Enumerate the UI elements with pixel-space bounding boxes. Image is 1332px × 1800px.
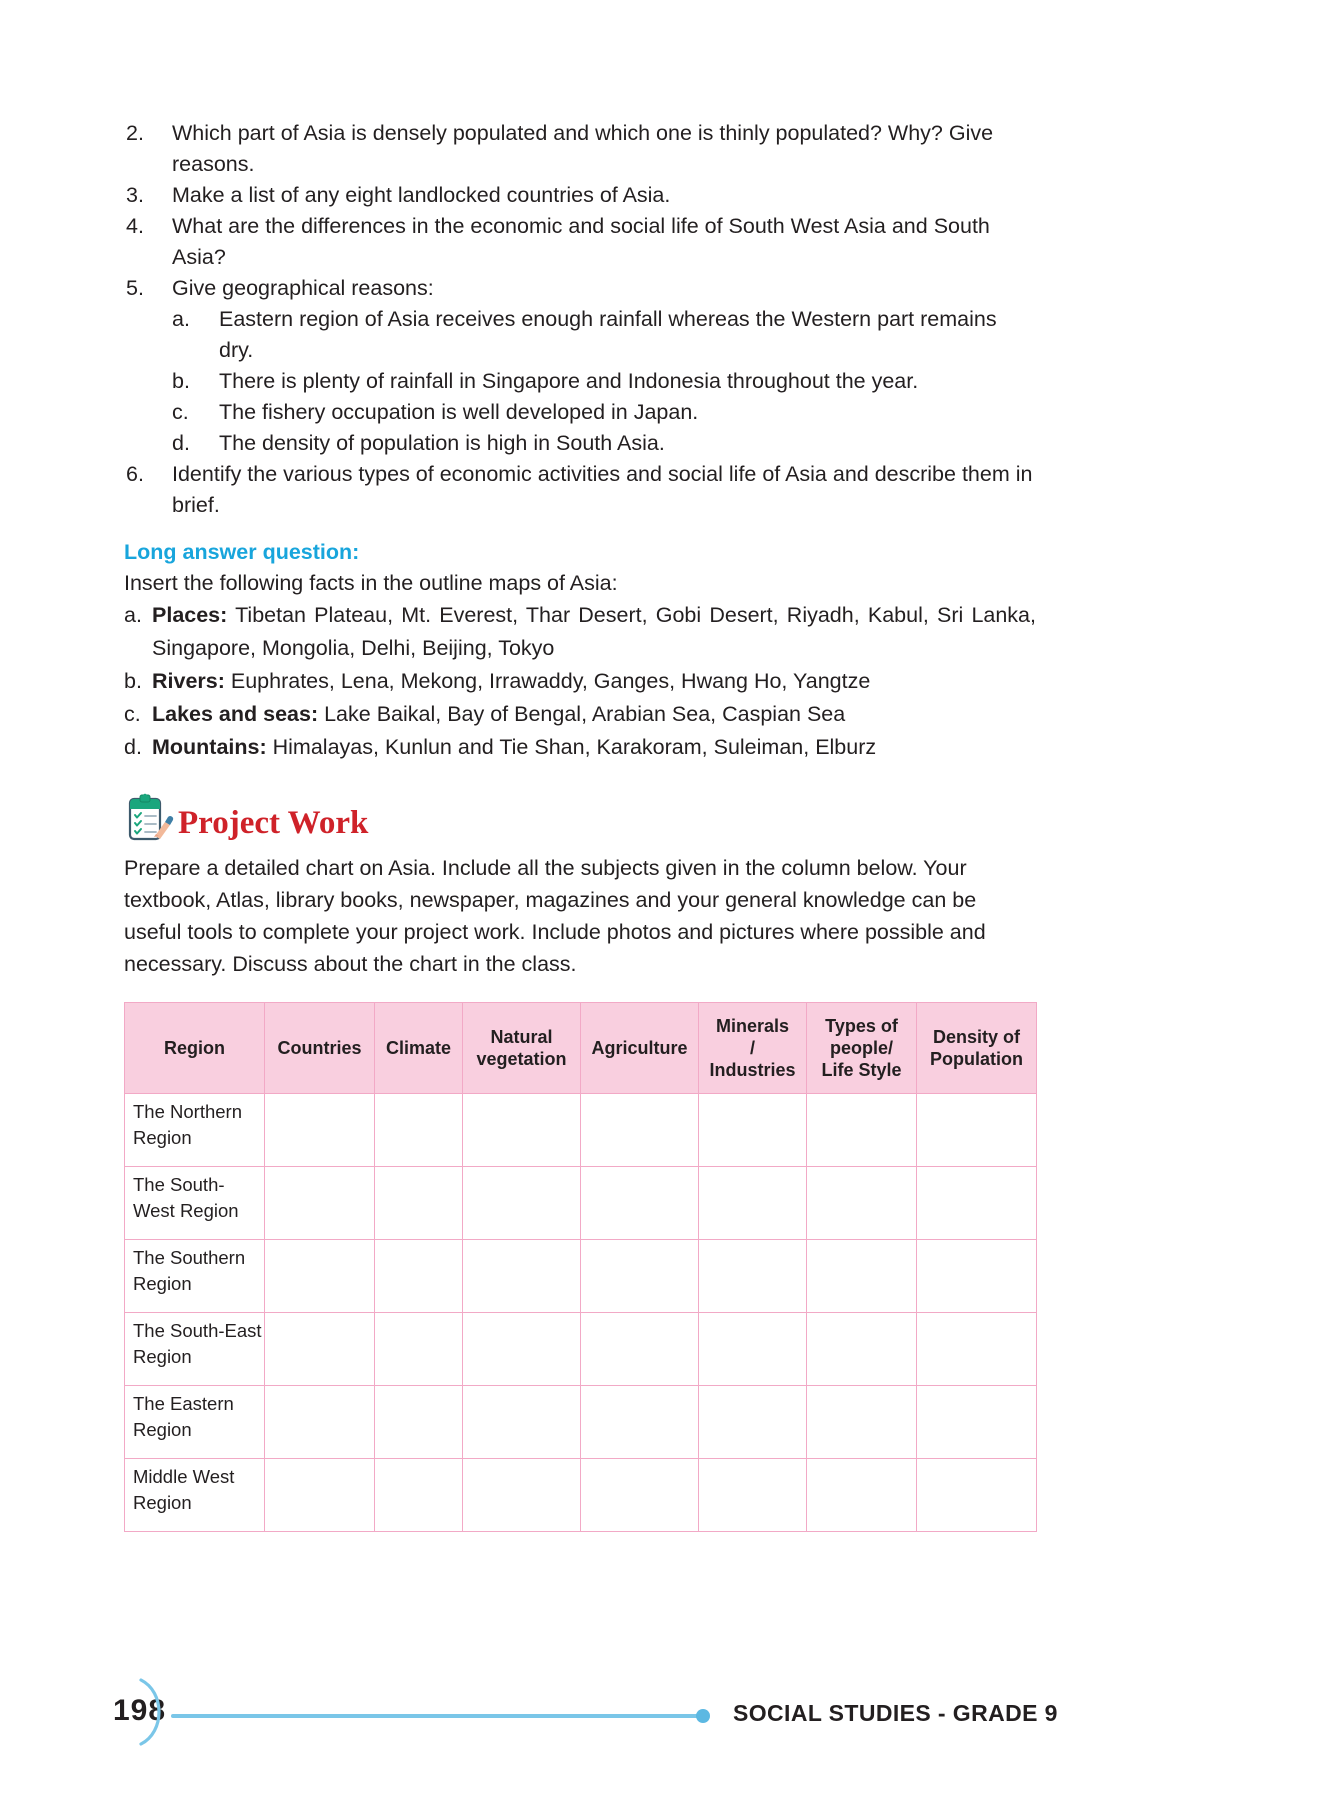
cell-climate[interactable] (375, 1167, 463, 1240)
project-work-header (124, 794, 1036, 842)
long-answer-intro: Insert the following facts in the outline maps of Asia: (124, 571, 618, 595)
question-item (124, 459, 1036, 521)
sub-question-letter: d. (172, 431, 190, 455)
header-line: / (749, 1038, 755, 1058)
question-number: 5. (126, 276, 144, 300)
cell-density-of-population[interactable] (917, 1313, 1037, 1386)
sub-question-letter: c. (172, 400, 189, 424)
page-footer (113, 1690, 1213, 1760)
cell-natural-vegetation[interactable] (463, 1459, 581, 1532)
question-item (124, 211, 1036, 273)
item-text (152, 599, 1036, 665)
project-chart-table (124, 1002, 1037, 1532)
table-row (125, 1313, 1037, 1386)
header-line: vegetation (476, 1049, 567, 1069)
cell-minerals-industries[interactable] (699, 1240, 807, 1313)
table-row (125, 1240, 1037, 1313)
table-row (125, 1167, 1037, 1240)
header-line: Density of (932, 1027, 1020, 1047)
sub-question-text: The density of population is high in South Asia. (219, 431, 665, 455)
header-line: people/ (829, 1038, 893, 1058)
cell-agriculture[interactable] (581, 1459, 699, 1532)
header-line: Climate (385, 1038, 452, 1058)
cell-natural-vegetation[interactable] (463, 1386, 581, 1459)
sub-question-item (124, 397, 1036, 428)
header-line: Countries (277, 1038, 362, 1058)
column-header-density-of-population (917, 1003, 1037, 1094)
table-row (125, 1386, 1037, 1459)
question-item (124, 273, 1036, 304)
cell-density-of-population[interactable] (917, 1094, 1037, 1167)
cell-countries[interactable] (265, 1313, 375, 1386)
header-line: Agriculture (591, 1038, 688, 1058)
short-question-list (124, 118, 1036, 304)
cell-climate[interactable] (375, 1313, 463, 1386)
footer-title: SOCIAL STUDIES - GRADE 9 (733, 1700, 1058, 1726)
item-letter: c. (124, 702, 141, 726)
column-header-minerals-industries (699, 1003, 807, 1094)
cell-density-of-population[interactable] (917, 1386, 1037, 1459)
cell-natural-vegetation[interactable] (463, 1167, 581, 1240)
long-answer-item (124, 698, 1036, 731)
cell-density-of-population[interactable] (917, 1459, 1037, 1532)
table-header-row (125, 1003, 1037, 1094)
sub-question-item (124, 366, 1036, 397)
cell-minerals-industries[interactable] (699, 1313, 807, 1386)
column-header-natural-vegetation (463, 1003, 581, 1094)
cell-agriculture[interactable] (581, 1240, 699, 1313)
item-body: Tibetan Plateau, Mt. Everest, Thar Desert, Gobi Desert, Riyadh, Kabul, Sri Lanka, Singapore, Mongolia, Delhi, Beijing, Tokyo (152, 603, 1036, 660)
item-label: Mountains: (152, 735, 267, 759)
table-row (125, 1094, 1037, 1167)
question-text: Which part of Asia is densely populated and which one is thinly populated? Why? Give reasons. (172, 121, 994, 176)
question-item (124, 180, 1036, 211)
sub-question-list (124, 304, 1036, 459)
column-header-countries (265, 1003, 375, 1094)
sub-question-letter: b. (172, 369, 190, 393)
cell-natural-vegetation[interactable] (463, 1313, 581, 1386)
cell-countries[interactable] (265, 1386, 375, 1459)
cell-agriculture[interactable] (581, 1313, 699, 1386)
sub-question-item (124, 304, 1036, 366)
question-text: Give geographical reasons: (172, 276, 434, 300)
cell-minerals-industries[interactable] (699, 1094, 807, 1167)
cell-types-of-people[interactable] (807, 1459, 917, 1532)
row-label: The Southern Region (125, 1240, 265, 1313)
sub-question-text: The fishery occupation is well developed in Japan. (219, 400, 699, 424)
item-text (152, 731, 1036, 764)
cell-climate[interactable] (375, 1459, 463, 1532)
cell-types-of-people[interactable] (807, 1313, 917, 1386)
item-text (152, 665, 1036, 698)
cell-climate[interactable] (375, 1094, 463, 1167)
project-work-title: Project Work (178, 805, 369, 841)
cell-countries[interactable] (265, 1167, 375, 1240)
long-answer-item (124, 731, 1036, 764)
column-header-types-of-people (807, 1003, 917, 1094)
cell-natural-vegetation[interactable] (463, 1240, 581, 1313)
project-work-paragraph: Prepare a detailed chart on Asia. Include all the subjects given in the column below. Your textbook, Atlas, library books, newspaper, magazines and your general knowledge can be useful tools to complete your project work. Include photos and pictures where possible and necessary. Discuss about the chart in the class. (124, 856, 986, 976)
question-text: Identify the various types of economic activities and social life of Asia and describe them in brief. (172, 462, 1033, 517)
item-label: Rivers: (152, 669, 225, 693)
footer-rule (171, 1714, 701, 1718)
sub-question-item (124, 428, 1036, 459)
row-label: The Eastern Region (125, 1386, 265, 1459)
long-answer-item (124, 665, 1036, 698)
question-number: 6. (126, 462, 144, 486)
cell-minerals-industries[interactable] (699, 1167, 807, 1240)
question-text: What are the differences in the economic and social life of South West Asia and South Asia? (172, 214, 990, 269)
row-label: The Northern Region (125, 1094, 265, 1167)
row-label: The South-East Region (125, 1313, 265, 1386)
header-line: Life Style (821, 1060, 902, 1080)
item-label: Places: (152, 603, 228, 627)
header-line: Industries (709, 1060, 796, 1080)
cell-countries[interactable] (265, 1459, 375, 1532)
column-header-agriculture (581, 1003, 699, 1094)
page-number-arc-icon (135, 1674, 179, 1750)
cell-agriculture[interactable] (581, 1094, 699, 1167)
long-answer-items (124, 599, 1036, 764)
page-number: 198 (113, 1694, 167, 1727)
cell-types-of-people[interactable] (807, 1094, 917, 1167)
clipboard-checklist-icon (124, 792, 176, 844)
cell-types-of-people[interactable] (807, 1240, 917, 1313)
cell-natural-vegetation[interactable] (463, 1094, 581, 1167)
item-text (152, 698, 1036, 731)
cell-density-of-population[interactable] (917, 1167, 1037, 1240)
item-letter: a. (124, 603, 142, 627)
item-body: Himalayas, Kunlun and Tie Shan, Karakoram, Suleiman, Elburz (266, 735, 877, 759)
item-letter: b. (124, 669, 142, 693)
question-number: 2. (126, 121, 144, 145)
item-body: Lake Baikal, Bay of Bengal, Arabian Sea, Caspian Sea (318, 702, 846, 726)
cell-types-of-people[interactable] (807, 1167, 917, 1240)
cell-climate[interactable] (375, 1240, 463, 1313)
cell-minerals-industries[interactable] (699, 1386, 807, 1459)
sub-question-text: Eastern region of Asia receives enough rainfall whereas the Western part remains dry. (219, 307, 997, 362)
column-header-region (125, 1003, 265, 1094)
question-number: 3. (126, 183, 144, 207)
row-label: Middle West Region (125, 1459, 265, 1532)
sub-question-letter: a. (172, 307, 190, 331)
header-line: Region (164, 1038, 225, 1058)
cell-density-of-population[interactable] (917, 1240, 1037, 1313)
long-answer-item (124, 599, 1036, 665)
item-body: Euphrates, Lena, Mekong, Irrawaddy, Ganges, Hwang Ho, Yangtze (224, 669, 871, 693)
sub-question-text: There is plenty of rainfall in Singapore and Indonesia throughout the year. (219, 369, 919, 393)
item-label: Lakes and seas: (152, 702, 319, 726)
cell-agriculture[interactable] (581, 1386, 699, 1459)
long-answer-heading: Long answer question: (124, 540, 360, 564)
page-content (124, 118, 1036, 1532)
cell-climate[interactable] (375, 1386, 463, 1459)
cell-minerals-industries[interactable] (699, 1459, 807, 1532)
header-line: Natural (490, 1027, 553, 1047)
table-row (125, 1459, 1037, 1532)
cell-countries[interactable] (265, 1094, 375, 1167)
question-number: 4. (126, 214, 144, 238)
column-header-climate (375, 1003, 463, 1094)
row-label: The South-West Region (125, 1167, 265, 1240)
item-letter: d. (124, 735, 142, 759)
question-item (124, 118, 1036, 180)
cell-types-of-people[interactable] (807, 1386, 917, 1459)
header-line: Minerals (715, 1016, 790, 1036)
header-line: Population (930, 1049, 1023, 1069)
header-line: Types of (825, 1016, 898, 1036)
cell-countries[interactable] (265, 1240, 375, 1313)
question-text: Make a list of any eight landlocked countries of Asia. (172, 183, 671, 207)
footer-dot-icon (696, 1709, 710, 1723)
cell-agriculture[interactable] (581, 1167, 699, 1240)
